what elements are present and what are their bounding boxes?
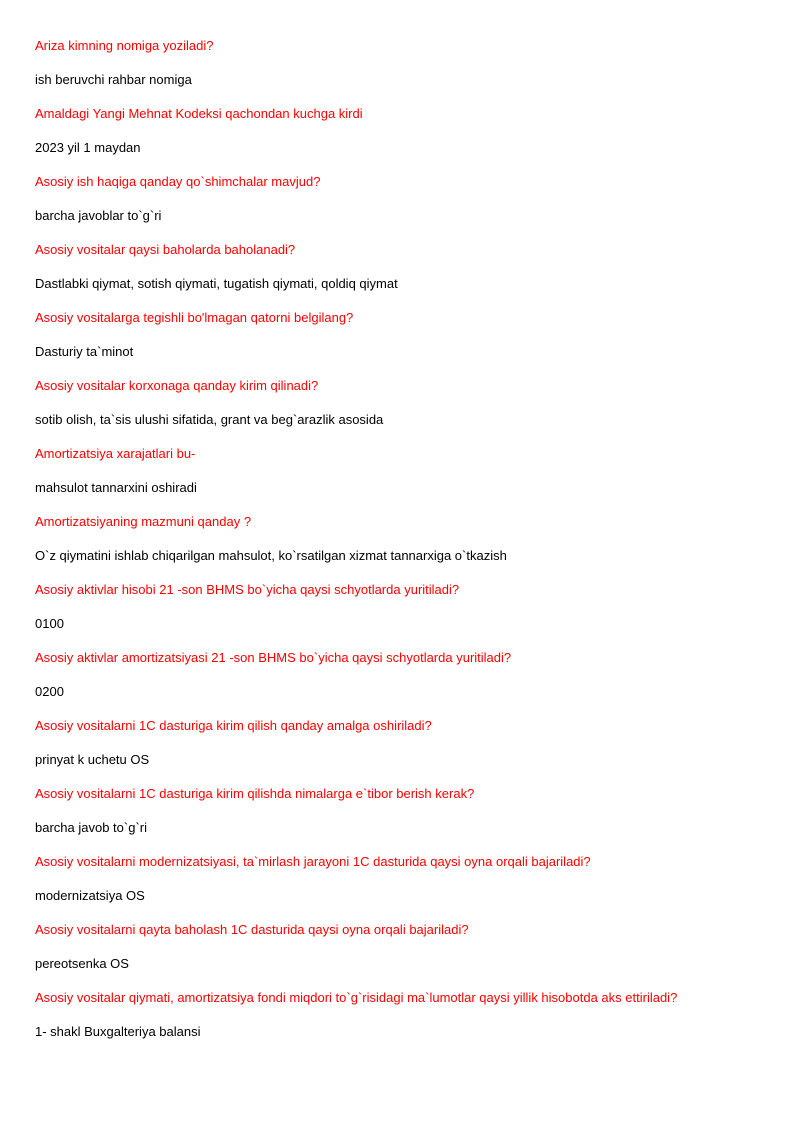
answer-text: barcha javob to`g`ri: [35, 820, 147, 835]
answer-text: 1- shakl Buxgalteriya balansi: [35, 1024, 201, 1039]
question-text: Asosiy ish haqiga qanday qo`shimchalar mavjud?: [35, 174, 321, 189]
question-text: Asosiy vositalarga tegishli bo'lmagan qatorni belgilang?: [35, 310, 354, 325]
answer-text: mahsulot tannarxini oshiradi: [35, 480, 197, 495]
question-text: Asosiy vositalar qiymati, amortizatsiya fondi miqdori to`g`risidagi ma`lumotlar qaysi yillik hisobotda aks ettiriladi?: [35, 990, 678, 1005]
question-text: Asosiy aktivlar hisobi 21 -son BHMS bo`yicha qaysi schyotlarda yuritiladi?: [35, 582, 460, 597]
answer-text: O`z qiymatini ishlab chiqarilgan mahsulot, ko`rsatilgan xizmat tannarxiga o`tkazish: [35, 548, 507, 563]
answer-text: barcha javoblar to`g`ri: [35, 208, 162, 223]
answer-text: Dastlabki qiymat, sotish qiymati, tugatish qiymati, qoldiq qiymat: [35, 276, 398, 291]
question-text: Asosiy vositalar qaysi baholarda baholanadi?: [35, 242, 296, 257]
answer-text: prinyat k uchetu OS: [35, 752, 150, 767]
answer-text: sotib olish, ta`sis ulushi sifatida, grant va beg`arazlik asosida: [35, 412, 384, 427]
question-text: Ariza kimning nomiga yoziladi?: [35, 38, 214, 53]
question-text: Asosiy vositalarni 1C dasturiga kirim qilishda nimalarga e`tibor berish kerak?: [35, 786, 475, 801]
question-text: Amortizatsiya xarajatlari bu-: [35, 446, 196, 461]
qa-list: [35, 37, 775, 1057]
question-text: Asosiy aktivlar amortizatsiyasi 21 -son BHMS bo`yicha qaysi schyotlarda yuritiladi?: [35, 650, 512, 665]
question-text: Asosiy vositalar korxonaga qanday kirim qilinadi?: [35, 378, 319, 393]
question-text: Amaldagi Yangi Mehnat Kodeksi qachondan kuchga kirdi: [35, 106, 363, 121]
answer-text: pereotsenka OS: [35, 956, 129, 971]
question-text: Amortizatsiyaning mazmuni qanday ?: [35, 514, 252, 529]
answer-text: modernizatsiya OS: [35, 888, 145, 903]
answer-text: Dasturiy ta`minot: [35, 344, 134, 359]
question-text: Asosiy vositalarni qayta baholash 1C dasturida qaysi oyna orqali bajariladi?: [35, 922, 469, 937]
question-text: Asosiy vositalarni 1C dasturiga kirim qilish qanday amalga oshiriladi?: [35, 718, 432, 733]
answer-text: 2023 yil 1 maydan: [35, 140, 141, 155]
answer-text: 0100: [35, 616, 64, 631]
question-text: Asosiy vositalarni modernizatsiyasi, ta`mirlash jarayoni 1C dasturida qaysi oyna orqali bajariladi?: [35, 854, 591, 869]
answer-text: 0200: [35, 684, 64, 699]
answer-text: ish beruvchi rahbar nomiga: [35, 72, 192, 87]
